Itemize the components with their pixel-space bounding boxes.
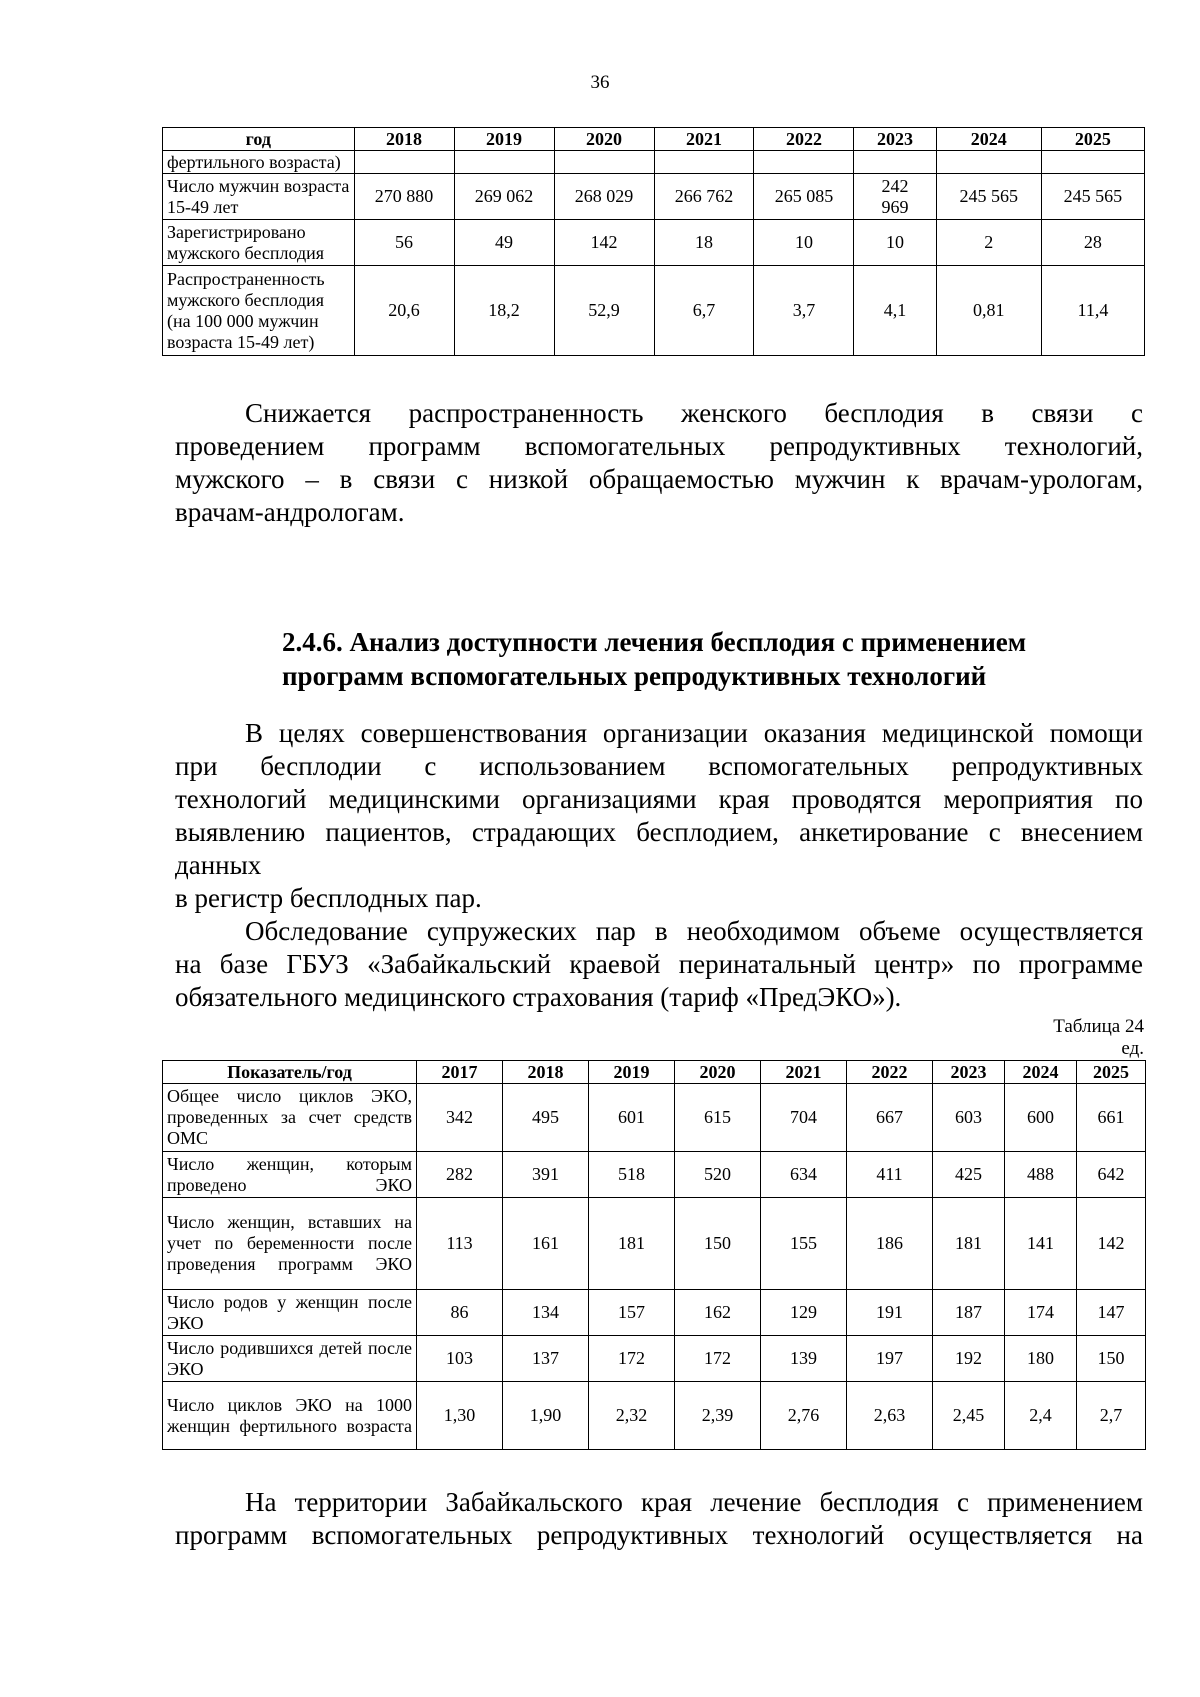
table-row [163,1084,1146,1152]
table2-header-cell: 2022 [847,1061,933,1084]
table-cell: 0,81 [936,266,1041,356]
table-row [163,1198,1146,1290]
table2-header-cell: 2019 [589,1061,675,1084]
table-row [163,151,1145,174]
table-cell: 425 [933,1152,1005,1198]
text-line: проведением программ вспомогательных репродуктивных технологий, [175,431,1143,461]
table-cell: 180 [1005,1336,1077,1382]
table-cell: 266 762 [654,174,754,220]
table-caption [1053,1016,1144,1060]
table-cell: 268 029 [554,174,654,220]
table-unit: ед. [1121,1038,1144,1059]
table-cell: 282 [417,1152,503,1198]
table-cell: 197 [847,1336,933,1382]
table-cell [936,151,1041,174]
table-cell: 495 [503,1084,589,1152]
text-line: выявлению пациентов, страдающих бесплодием, анкетирование с внесением [175,817,1143,847]
text-line: данных [175,850,262,880]
text-line: при бесплодии с использованием вспомогательных репродуктивных [175,751,1143,781]
table-cell: 518 [589,1152,675,1198]
table-cell: 49 [454,220,554,266]
paragraph-infertility-trend [175,397,1143,529]
row-label: Зарегистрировано мужского бесплодия [163,220,355,266]
table1-header-row [163,128,1145,151]
table-cell: 269 062 [454,174,554,220]
table1-header-cell: 2023 [854,128,936,151]
table-cell: 4,1 [854,266,936,356]
row-label: Число женщин, вставших на учет по беременности после проведения программ ЭКО [163,1198,417,1290]
table-cell: 172 [589,1336,675,1382]
table-row [163,1152,1146,1198]
row-label: Число мужчин возраста 15-49 лет [163,174,355,220]
table-cell: 10 [854,220,936,266]
table2-header-cell: 2017 [417,1061,503,1084]
table-row [163,1336,1146,1382]
row-label: Распространенность мужского бесплодия (на 100 000 мужчин возраста 15-49 лет) [163,266,355,356]
table-cell: 155 [761,1198,847,1290]
table-cell: 2,45 [933,1382,1005,1450]
table-cell: 1,30 [417,1382,503,1450]
table-cell: 603 [933,1084,1005,1152]
table-cell: 2 [936,220,1041,266]
table-cell: 2,63 [847,1382,933,1450]
table-cell: 134 [503,1290,589,1336]
paragraph-examination [175,915,1143,1014]
table-cell: 161 [503,1198,589,1290]
table-cell: 174 [1005,1290,1077,1336]
row-label: Число женщин, которым проведено ЭКО [163,1152,417,1198]
table-cell: 11,4 [1041,266,1144,356]
paragraph-registry [175,717,1143,915]
row-label: Число циклов ЭКО на 1000 женщин фертильного возраста [163,1382,417,1450]
table-cell: 142 [554,220,654,266]
table-cell: 150 [1077,1336,1146,1382]
table-cell [454,151,554,174]
table1-header-cell: 2022 [754,128,854,151]
table-cell [1041,151,1144,174]
table-cell: 1,90 [503,1382,589,1450]
row-label: Число родов у женщин после ЭКО [163,1290,417,1336]
table-row [163,266,1145,356]
table-cell: 270 880 [354,174,454,220]
heading-line: 2.4.6. Анализ доступности лечения бесплодия с применением [282,627,1027,657]
text-line: программ вспомогательных репродуктивных технологий осуществляется на [175,1520,1143,1550]
table2-header-cell: 2025 [1077,1061,1146,1084]
table2-header-cell: 2023 [933,1061,1005,1084]
table-cell: 488 [1005,1152,1077,1198]
table-cell: 150 [675,1198,761,1290]
table-cell: 192 [933,1336,1005,1382]
table-cell: 191 [847,1290,933,1336]
heading-line: программ вспомогательных репродуктивных технологий [282,661,987,691]
table-cell: 162 [675,1290,761,1336]
table-cell: 391 [503,1152,589,1198]
table-cell: 86 [417,1290,503,1336]
table-cell [554,151,654,174]
table-cell: 2,76 [761,1382,847,1450]
table-cell: 242 969 [854,174,936,220]
table-cell: 157 [589,1290,675,1336]
table-cell: 181 [589,1198,675,1290]
table-cell: 2,32 [589,1382,675,1450]
table-cell: 129 [761,1290,847,1336]
table-cell [854,151,936,174]
text-line: обязательного медицинского страхования (тариф «ПредЭКО»). [175,982,902,1012]
table-cell: 661 [1077,1084,1146,1152]
table-row [163,174,1145,220]
section-heading [282,625,1142,693]
table1-header-cell: 2025 [1041,128,1144,151]
table-cell: 704 [761,1084,847,1152]
table-cell: 181 [933,1198,1005,1290]
row-label: Общее число циклов ЭКО, проведенных за счет средств ОМС [163,1084,417,1152]
table-row [163,220,1145,266]
table2-header-cell: 2021 [761,1061,847,1084]
table-cell: 18 [654,220,754,266]
table2-header-row [163,1061,1146,1084]
page-number: 36 [590,72,610,93]
table-cell: 520 [675,1152,761,1198]
table-cell: 265 085 [754,174,854,220]
table-cell: 6,7 [654,266,754,356]
table-cell [354,151,454,174]
male-infertility-table [162,127,1145,356]
table-cell: 245 565 [936,174,1041,220]
table-cell: 18,2 [454,266,554,356]
text-line: технологий медицинскими организациями края проводятся мероприятия по [175,784,1143,814]
table-cell: 28 [1041,220,1144,266]
table-cell: 245 565 [1041,174,1144,220]
table-cell: 103 [417,1336,503,1382]
table-cell: 137 [503,1336,589,1382]
table-cell [754,151,854,174]
table-cell [654,151,754,174]
table-cell: 186 [847,1198,933,1290]
table-cell: 187 [933,1290,1005,1336]
text-line: Снижается распространенность женского бесплодия в связи с [245,398,1143,428]
table-cell: 2,4 [1005,1382,1077,1450]
table2-header-cell: 2020 [675,1061,761,1084]
table-cell: 615 [675,1084,761,1152]
table-cell: 20,6 [354,266,454,356]
ivf-table [162,1060,1146,1450]
table-cell: 142 [1077,1198,1146,1290]
table-cell: 600 [1005,1084,1077,1152]
table1-header-cell: 2021 [654,128,754,151]
table-cell: 56 [354,220,454,266]
table2-header-cell: 2018 [503,1061,589,1084]
table-cell: 139 [761,1336,847,1382]
row-label: Число родившихся детей после ЭКО [163,1336,417,1382]
table-row [163,1290,1146,1336]
text-line: В целях совершенствования организации оказания медицинской помощи [245,718,1143,748]
text-line: врачам-андрологам. [175,497,405,527]
table-cell: 411 [847,1152,933,1198]
text-line: мужского – в связи с низкой обращаемостью мужчин к врачам-урологам, [175,464,1143,494]
table1-header-cell: 2019 [454,128,554,151]
table2-header-cell: Показатель/год [163,1061,417,1084]
table1-header-cell: год [163,128,355,151]
table-cell: 172 [675,1336,761,1382]
table2-header-cell: 2024 [1005,1061,1077,1084]
text-line: в регистр бесплодных пар. [175,883,482,913]
table1-header-cell: 2018 [354,128,454,151]
table-cell: 342 [417,1084,503,1152]
text-line: На территории Забайкальского края лечение бесплодия с применением [245,1487,1143,1517]
table-cell: 2,39 [675,1382,761,1450]
table-number: Таблица 24 [1053,1016,1144,1037]
table-cell: 52,9 [554,266,654,356]
table1-header-cell: 2020 [554,128,654,151]
table-cell: 601 [589,1084,675,1152]
table-cell: 141 [1005,1198,1077,1290]
table-cell: 10 [754,220,854,266]
table-cell: 642 [1077,1152,1146,1198]
table-row [163,1382,1146,1450]
table-cell: 147 [1077,1290,1146,1336]
row-label: фертильного возраста) [163,151,355,174]
text-line: на базе ГБУЗ «Забайкальский краевой перинатальный центр» по программе [175,949,1143,979]
text-line: Обследование супружеских пар в необходимом объеме осуществляется [245,916,1143,946]
table-cell: 2,7 [1077,1382,1146,1450]
paragraph-treatment [175,1486,1143,1552]
table-cell: 3,7 [754,266,854,356]
table-cell: 667 [847,1084,933,1152]
table-cell: 113 [417,1198,503,1290]
table-cell: 634 [761,1152,847,1198]
table1-header-cell: 2024 [936,128,1041,151]
